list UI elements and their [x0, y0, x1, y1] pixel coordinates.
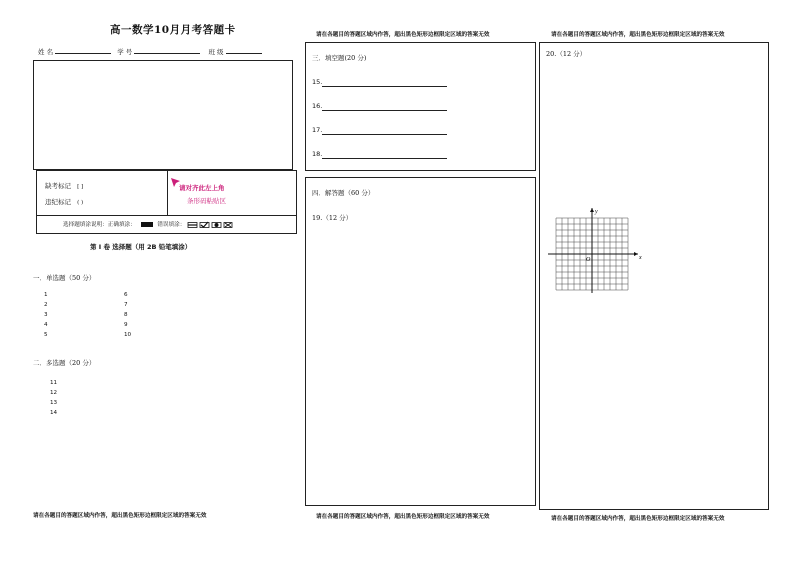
fill-in-title: 三．填空题(20 分): [312, 54, 367, 62]
question-number[interactable]: 14: [50, 410, 58, 416]
violation-mark-box[interactable]: ( ): [77, 200, 84, 206]
name-field[interactable]: [55, 46, 111, 54]
part1-heading: 第 I 卷 选择题（用 2B 铅笔填涂）: [90, 243, 192, 251]
question-number[interactable]: 4: [44, 322, 48, 328]
multi-choice-title: 二．多选题（20 分）: [33, 359, 96, 367]
x-axis-arrow-icon: [634, 252, 638, 256]
single-choice-title: 一．单选题（50 分）: [33, 274, 96, 282]
multi-choice-list: [50, 378, 57, 418]
x-axis-label: x: [639, 255, 642, 261]
class-label: 班 级: [208, 48, 224, 56]
fill-in-section[interactable]: [305, 42, 536, 171]
answer-area-notice: 请在各题目的答题区域内作答，超出黑色矩形边框限定区域的答案无效: [551, 32, 725, 38]
y-axis-label: y: [595, 209, 598, 215]
question-number[interactable]: 12: [50, 390, 58, 396]
question-number[interactable]: 3: [44, 312, 48, 318]
single-choice-col2: [124, 290, 131, 340]
correct-fill-label: 正确填涂：: [107, 222, 136, 228]
coordinate-grid: [546, 205, 646, 295]
question-20-area[interactable]: [539, 42, 769, 510]
marks-box: [36, 170, 297, 234]
class-field[interactable]: [226, 46, 262, 54]
student-info-box[interactable]: [33, 60, 293, 170]
question-number: 18.: [312, 150, 323, 158]
id-label: 学 号: [117, 48, 133, 56]
answer-area-notice: 请在各题目的答题区域内作答，超出黑色矩形边框限定区域的答案无效: [551, 516, 725, 522]
answer-area-notice: 请在各题目的答题区域内作答，超出黑色矩形边框限定区域的答案无效: [33, 513, 207, 519]
answer-line[interactable]: [322, 158, 447, 159]
wrong-fill-label: 错误填涂：: [157, 222, 186, 228]
question-number: 15.: [312, 78, 323, 86]
fill-instructions: [63, 220, 233, 229]
question-19-label: 19.（12 分）: [312, 214, 353, 222]
question-number[interactable]: 7: [124, 302, 128, 308]
violation-mark-row[interactable]: [45, 197, 83, 206]
question-number[interactable]: 1: [44, 292, 48, 298]
answer-area-notice: 请在各题目的答题区域内作答，超出黑色矩形边框限定区域的答案无效: [316, 514, 490, 520]
answer-area-notice: 请在各题目的答题区域内作答，超出黑色矩形边框限定区域的答案无效: [316, 32, 490, 38]
question-number[interactable]: 13: [50, 400, 58, 406]
id-field[interactable]: [134, 46, 200, 54]
answer-section-title: 四．解答题（60 分）: [312, 189, 375, 197]
y-axis-arrow-icon: [590, 208, 594, 212]
question-number[interactable]: 8: [124, 312, 128, 318]
answer-line[interactable]: [322, 110, 447, 111]
question-number[interactable]: 10: [124, 332, 132, 338]
student-info-row: [38, 46, 262, 56]
question-number: 16.: [312, 102, 323, 110]
question-number: 17.: [312, 126, 323, 134]
question-number[interactable]: 9: [124, 322, 128, 328]
correct-fill-icon: [141, 222, 153, 227]
question-20-label: 20.（12 分）: [546, 50, 587, 58]
answer-section[interactable]: [305, 177, 536, 506]
answer-line[interactable]: [322, 134, 447, 135]
instructions-divider: [37, 215, 296, 216]
wrong-fill-icons: [187, 221, 233, 229]
fill-instructions-label: 选择题填涂说明：: [63, 222, 108, 228]
absent-mark-box[interactable]: [ ]: [77, 184, 84, 190]
violation-mark-label: 违纪标记: [45, 198, 71, 206]
answer-line[interactable]: [322, 86, 447, 87]
single-choice-col1: [44, 290, 48, 340]
question-number[interactable]: 11: [50, 380, 58, 386]
page-title: 高一数学10月月考答题卡: [110, 24, 236, 36]
question-number[interactable]: 2: [44, 302, 48, 308]
name-label: 姓 名: [38, 48, 54, 56]
barcode-divider: [167, 171, 168, 215]
barcode-hint-line1: 请对齐此左上角: [179, 184, 225, 192]
question-number[interactable]: 5: [44, 332, 48, 338]
barcode-hint-line2: 条形码粘贴区: [187, 197, 226, 205]
origin-label: O: [586, 257, 591, 263]
absent-mark-row[interactable]: [45, 181, 83, 190]
absent-mark-label: 缺考标记: [45, 182, 71, 190]
question-number[interactable]: 6: [124, 292, 128, 298]
